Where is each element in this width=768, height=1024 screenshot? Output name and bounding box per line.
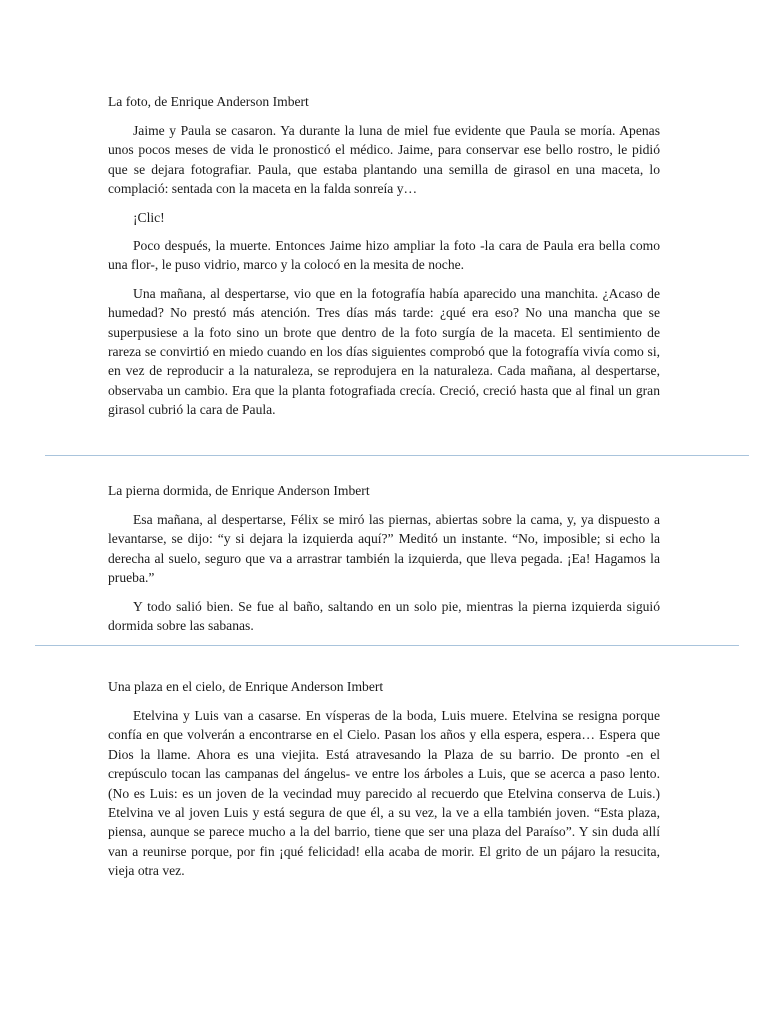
- story-paragraph: Poco después, la muerte. Entonces Jaime hizo ampliar la foto -la cara de Paula era bella como una flor-, le puso vidrio, marco y la colocó en la mesita de noche.: [108, 238, 660, 273]
- story-paragraph: Una mañana, al despertarse, vio que en la fotografía había aparecido una manchita. ¿Acaso de humedad? No prestó más atención. Tres días más tarde: ¿qué era eso? No una mancha que se superpusiese a la foto sino un brote que dentro de la foto surgía de la maceta. El sentimiento de rareza se convirtió en miedo cuando en los días siguientes comprobó que la fotografía vivía como si, en vez de reproducir a la naturaleza, se reprodujera en la naturaleza. Cada mañana, al despertarse, observaba un cambio. Era que la planta fotografiada crecía. Creció, creció hasta que al final un gran girasol cubrió la cara de Paula.: [108, 285, 660, 418]
- story-paragraph: Y todo salió bien. Se fue al baño, saltando en un solo pie, mientras la pierna izquierda siguió dormida sobre las sabanas.: [108, 598, 660, 634]
- story-paragraph: Etelvina y Luis van a casarse. En vísperas de la boda, Luis muere. Etelvina se resigna porque confía en que volverán a encontrarse en el Cielo. Pasan los años y ella espera, espera… Espera que Dios la llame. Ahora es una viejita. Está atravesando la Plaza de su barrio. De pronto -en el crepúsculo tocan las campanas del ángelus- ve entre los árboles a Luis, que se acerca a paso lento. (No es Luis: es un joven de la vecindad muy parecido al recuerdo que Etelvina conserva de Luis.) Etelvina ve al joven Luis y está segura de que él, a su vez, la ve a ella también joven. “Esta plaza, piensa, aunque se parece mucho a la del barrio, tiene que ser una plaza del Paraíso”. Y sin duda allí van a reunirse porque, por fin ¡qué felicidad! ella acaba de morir. El grito de un pájaro la resucita, vieja otra vez.: [108, 708, 660, 879]
- story-paragraph: Esa mañana, al despertarse, Félix se miró las piernas, abiertas sobre la cama, y, ya dispuesto a levantarse, se dijo: “y si dejara la izquierda aquí?” Meditó un instante. “No, imposible; si echo la derecha al suelo, seguro que va a arrastrar también la izquierda, que lleva pegada. ¡Ea! Hagamos la prueba.”: [108, 512, 660, 586]
- section-divider: [45, 455, 749, 456]
- story-paragraph: ¡Clic!: [133, 209, 165, 225]
- story-la-foto: [108, 92, 660, 429]
- story-una-plaza-en-el-cielo: [108, 677, 660, 890]
- story-paragraph: Jaime y Paula se casaron. Ya durante la luna de miel fue evidente que Paula se moría. Apenas unos pocos meses de vida le pronosticó el médico. Jaime, para conservar ese bello rostro, le pidió que se dejara fotografiar. Paula, que estaba plantando una semilla de girasol en una maceta, lo complació: sentada con la maceta en la falda sonreía y…: [108, 123, 660, 197]
- story-title: La pierna dormida, de Enrique Anderson Imbert: [108, 483, 370, 498]
- story-title: La foto, de Enrique Anderson Imbert: [108, 94, 309, 109]
- story-title: Una plaza en el cielo, de Enrique Anderson Imbert: [108, 679, 384, 694]
- section-divider: [35, 645, 739, 646]
- story-la-pierna-dormida: [108, 481, 660, 644]
